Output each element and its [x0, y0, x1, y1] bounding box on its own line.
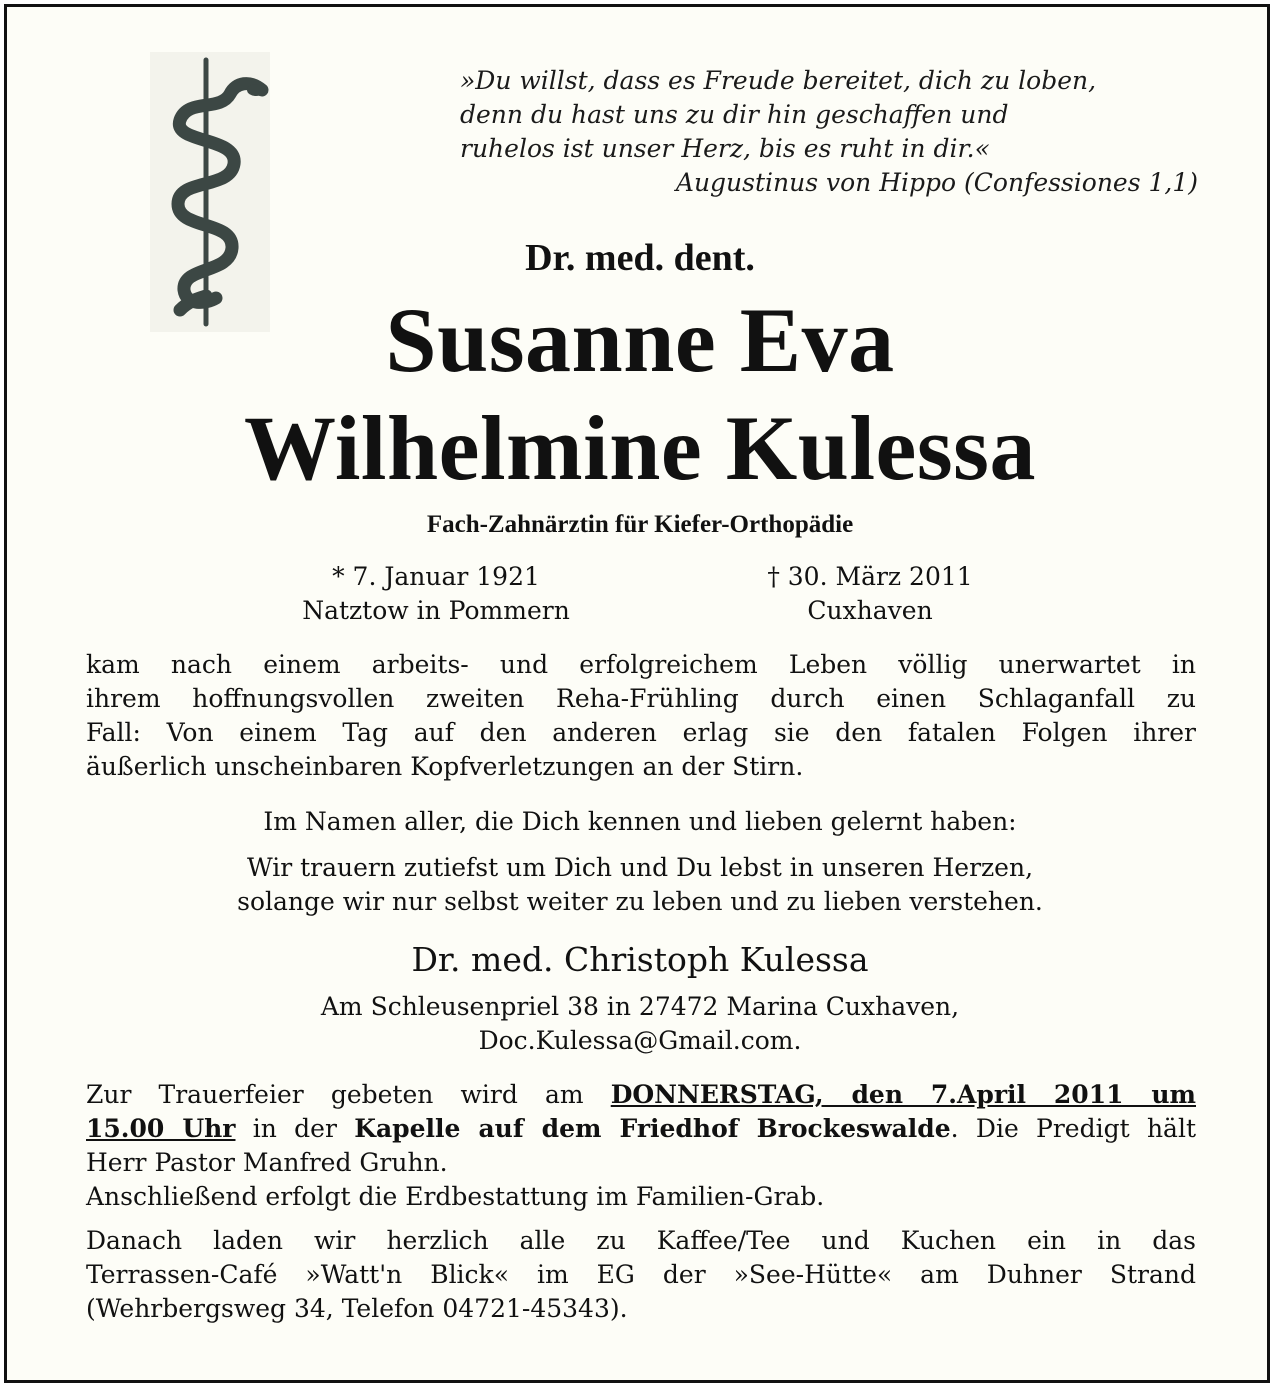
- death-info: [670, 560, 1070, 628]
- death-date: † 30. März 2011: [767, 562, 973, 591]
- reception-paragraph: [86, 1224, 1196, 1326]
- death-place: Cuxhaven: [807, 596, 933, 625]
- epigraph-quote: [460, 64, 1198, 200]
- funeral-line: [86, 1112, 1196, 1146]
- deceased-name-line2: Wilhelmine Kulessa: [244, 397, 1036, 499]
- funeral-date: DONNERSTAG, den 7.April 2011 um: [610, 1080, 1196, 1109]
- birth-date: * 7. Januar 1921: [332, 562, 540, 591]
- funeral-location: Kapelle auf dem Friedhof Brockeswalde: [354, 1114, 951, 1143]
- funeral-time: 15.00 Uhr: [86, 1114, 236, 1143]
- funeral-text: in der: [235, 1114, 355, 1143]
- in-the-name-line: Im Namen aller, die Dich kennen und lieben gelernt haben:: [263, 807, 1017, 836]
- birth-info: [236, 560, 636, 628]
- paragraph-line: äußerlich unscheinbaren Kopfverletzungen an der Stirn.: [86, 752, 804, 781]
- quote-source: Augustinus von Hippo (Confessiones 1,1): [675, 168, 1198, 197]
- funeral-paragraph: [86, 1078, 1196, 1214]
- funeral-intro: Zur Trauerfeier gebeten wird am: [86, 1080, 611, 1109]
- signer-name: Dr. med. Christoph Kulessa: [411, 940, 869, 979]
- funeral-line: Herr Pastor Manfred Gruhn.: [86, 1148, 448, 1177]
- reception-line: (Wehrbergsweg 34, Telefon 04721-45343).: [86, 1294, 628, 1323]
- profession: Fach-Zahnärztin für Kiefer-Orthopädie: [426, 511, 854, 538]
- paragraph-line: kam nach einem arbeits- und erfolgreichem Leben völlig unerwartet in: [86, 650, 1196, 679]
- deceased-name-line1: Susanne Eva: [385, 289, 895, 391]
- funeral-line: [86, 1078, 1196, 1112]
- mourning-line: Wir trauern zutiefst um Dich und Du lebst in unseren Herzen,: [246, 853, 1034, 882]
- funeral-text: . Die Predigt hält: [950, 1114, 1196, 1143]
- paragraph-line: ihrem hoffnungsvollen zweiten Reha-Frühling durch einen Schlaganfall zu: [86, 684, 1196, 713]
- reception-line: Terrassen-Café »Watt'n Blick« im EG der »See-Hütte« am Duhner Strand: [86, 1260, 1196, 1289]
- quote-line: ruhelos ist unser Herz, bis es ruht in dir.«: [460, 134, 990, 163]
- signer-email: Doc.Kulessa@Gmail.com.: [478, 1026, 802, 1055]
- mourning-line: solange wir nur selbst weiter zu leben und zu lieben verstehen.: [237, 887, 1043, 916]
- quote-line: »Du willst, dass es Freude bereitet, dich zu loben,: [460, 66, 1097, 95]
- birth-place: Natztow in Pommern: [302, 596, 570, 625]
- paragraph-line: Fall: Von einem Tag auf den anderen erlag sie den fatalen Folgen ihrer: [86, 718, 1196, 747]
- academic-title: Dr. med. dent.: [525, 237, 755, 279]
- signer-address: Am Schleusenpriel 38 in 27472 Marina Cuxhaven,: [320, 992, 960, 1021]
- reception-line: Danach laden wir herzlich alle zu Kaffee/Tee und Kuchen ein in das: [86, 1226, 1196, 1255]
- quote-line: denn du hast uns zu dir hin geschaffen und: [460, 100, 1009, 129]
- obituary-paragraph: [86, 648, 1196, 784]
- funeral-line: Anschließend erfolgt die Erdbestattung im Familien-Grab.: [86, 1182, 825, 1211]
